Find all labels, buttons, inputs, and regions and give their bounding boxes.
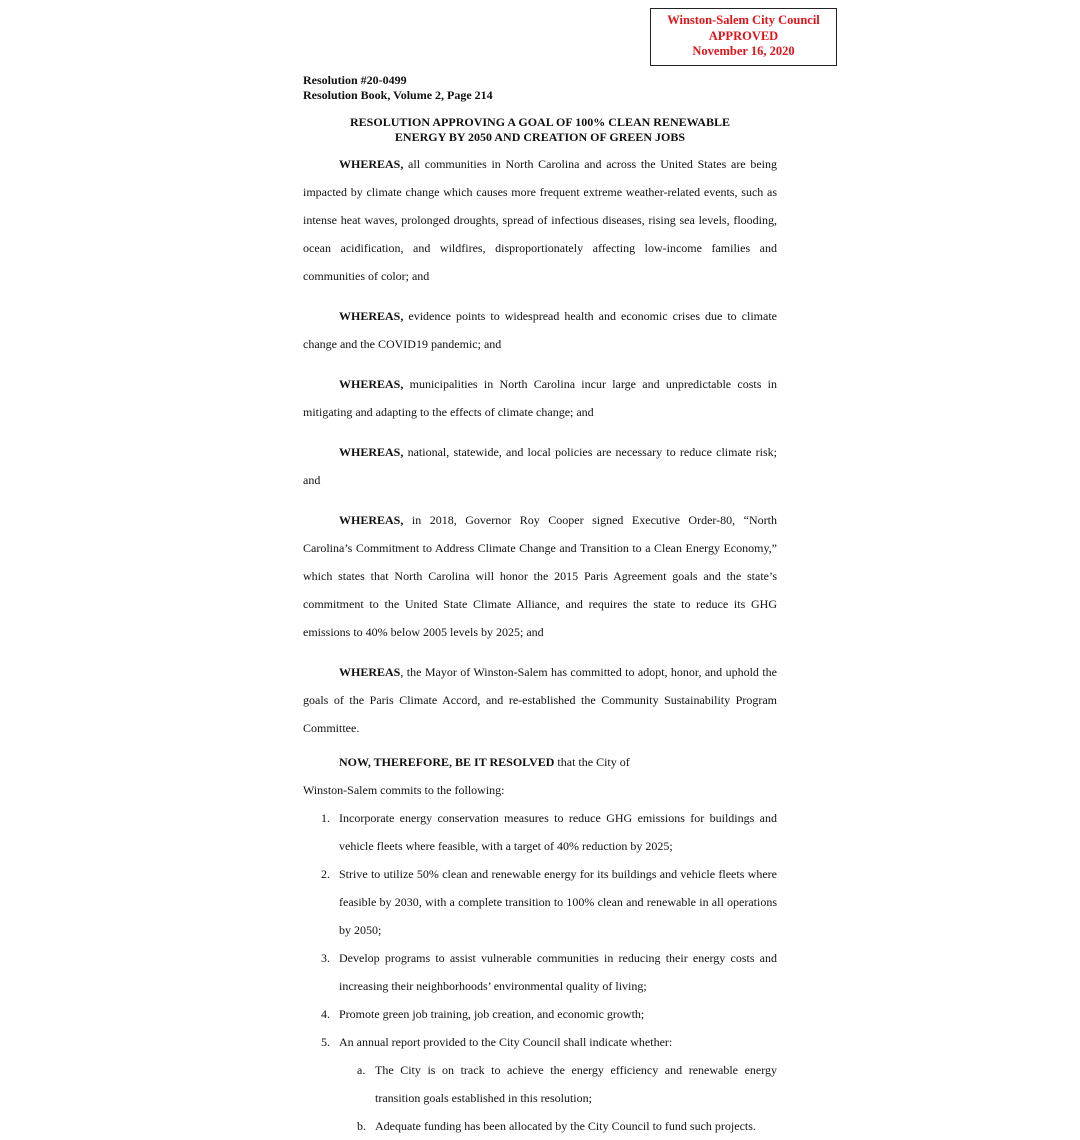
whereas-paragraph bbox=[303, 302, 777, 358]
whereas-lead: WHEREAS, bbox=[339, 157, 404, 171]
resolved-line-1 bbox=[303, 748, 777, 776]
list-item-text: An annual report provided to the City Council shall indicate whether: bbox=[339, 1035, 673, 1049]
report-criteria-list bbox=[339, 1056, 777, 1140]
list-item-number: 3. bbox=[321, 951, 330, 965]
whereas-lead: WHEREAS, bbox=[339, 513, 404, 527]
title-line-1: RESOLUTION APPROVING A GOAL OF 100% CLEAN RENEWABLE bbox=[350, 115, 730, 129]
stamp-date: November 16, 2020 bbox=[692, 44, 795, 58]
whereas-text: all communities in North Carolina and across the United States are being impacted by climate change which causes more frequent extreme weather-related events, such as intense heat waves, prolonged droughts, spread of infectious diseases, rising sea levels, flooding, ocean acidification, and wildfires, disproportionately affecting low-income families and communities of color; and bbox=[303, 157, 777, 283]
list-item-letter: a. bbox=[357, 1063, 366, 1077]
whereas-lead: WHEREAS, bbox=[339, 309, 404, 323]
stamp-council-name: Winston-Salem City Council bbox=[667, 13, 820, 27]
approval-stamp bbox=[650, 8, 837, 66]
list-item-text: Adequate funding has been allocated by the City Council to fund such projects. bbox=[375, 1119, 756, 1133]
commitments-list bbox=[303, 804, 777, 1140]
list-item bbox=[303, 1000, 777, 1028]
whereas-lead: WHEREAS, bbox=[339, 445, 404, 459]
list-item-number: 2. bbox=[321, 867, 330, 881]
resolution-title bbox=[303, 115, 777, 144]
list-item bbox=[303, 860, 777, 944]
whereas-paragraph bbox=[303, 438, 777, 494]
resolved-text-line-1: that the City of bbox=[554, 755, 630, 769]
list-item bbox=[339, 1112, 777, 1140]
list-item bbox=[303, 1028, 777, 1140]
whereas-text: municipalities in North Carolina incur large and unpredictable costs in mitigating and adapting to the effects of climate change; and bbox=[303, 377, 777, 419]
resolution-book-reference: Resolution Book, Volume 2, Page 214 bbox=[303, 87, 493, 102]
resolution-document bbox=[303, 73, 777, 1140]
resolved-clause bbox=[303, 748, 777, 804]
list-item-number: 5. bbox=[321, 1035, 330, 1049]
whereas-lead: WHEREAS, bbox=[339, 377, 404, 391]
list-item bbox=[303, 944, 777, 1000]
list-item-number: 4. bbox=[321, 1007, 330, 1021]
stamp-status: APPROVED bbox=[708, 28, 779, 43]
list-item-number: 1. bbox=[321, 811, 330, 825]
list-item-text: Strive to utilize 50% clean and renewable energy for its buildings and vehicle fleets where feasible by 2030, with a complete transition to 100% clean and renewable in all operations by 2050; bbox=[339, 867, 777, 937]
resolution-number: Resolution #20-0499 bbox=[303, 73, 407, 87]
resolved-lead: NOW, THEREFORE, BE IT RESOLVED bbox=[339, 755, 555, 769]
list-item-letter: b. bbox=[357, 1119, 366, 1133]
whereas-paragraph bbox=[303, 150, 777, 290]
resolved-text-line-2: Winston-Salem commits to the following: bbox=[303, 783, 505, 797]
whereas-paragraph bbox=[303, 506, 777, 646]
whereas-lead: WHEREAS bbox=[339, 665, 401, 679]
resolution-reference bbox=[303, 73, 777, 102]
list-item-text: Develop programs to assist vulnerable communities in reducing their energy costs and increasing their neighborhoods’ environmental quality of living; bbox=[339, 951, 777, 993]
whereas-text: national, statewide, and local policies are necessary to reduce climate risk; and bbox=[303, 445, 777, 487]
whereas-text: , the Mayor of Winston-Salem has committed to adopt, honor, and uphold the goals of the Paris Climate Accord, and re-established the Community Sustainability Program Committee. bbox=[303, 665, 777, 735]
list-item-text: The City is on track to achieve the energy efficiency and renewable energy transition goals established in this resolution; bbox=[375, 1063, 777, 1105]
whereas-paragraph bbox=[303, 370, 777, 426]
title-line-2: ENERGY BY 2050 AND CREATION OF GREEN JOBS bbox=[394, 129, 686, 144]
list-item-text: Promote green job training, job creation, and economic growth; bbox=[339, 1007, 645, 1021]
whereas-text: evidence points to widespread health and economic crises due to climate change and the COVID19 pandemic; and bbox=[303, 309, 777, 351]
whereas-paragraph bbox=[303, 658, 777, 742]
list-item bbox=[303, 804, 777, 860]
whereas-text: in 2018, Governor Roy Cooper signed Executive Order-80, “North Carolina’s Commitment to Address Climate Change and Transition to a Clean Energy Economy,” which states that North Carolina will honor the 2015 Paris Agreement goals and the state’s commitment to the United State Climate Alliance, and requires the state to reduce its GHG emissions to 40% below 2005 levels by 2025; and bbox=[303, 513, 777, 639]
list-item-text: Incorporate energy conservation measures to reduce GHG emissions for buildings and vehicle fleets where feasible, with a target of 40% reduction by 2025; bbox=[339, 811, 777, 853]
list-item bbox=[339, 1056, 777, 1112]
